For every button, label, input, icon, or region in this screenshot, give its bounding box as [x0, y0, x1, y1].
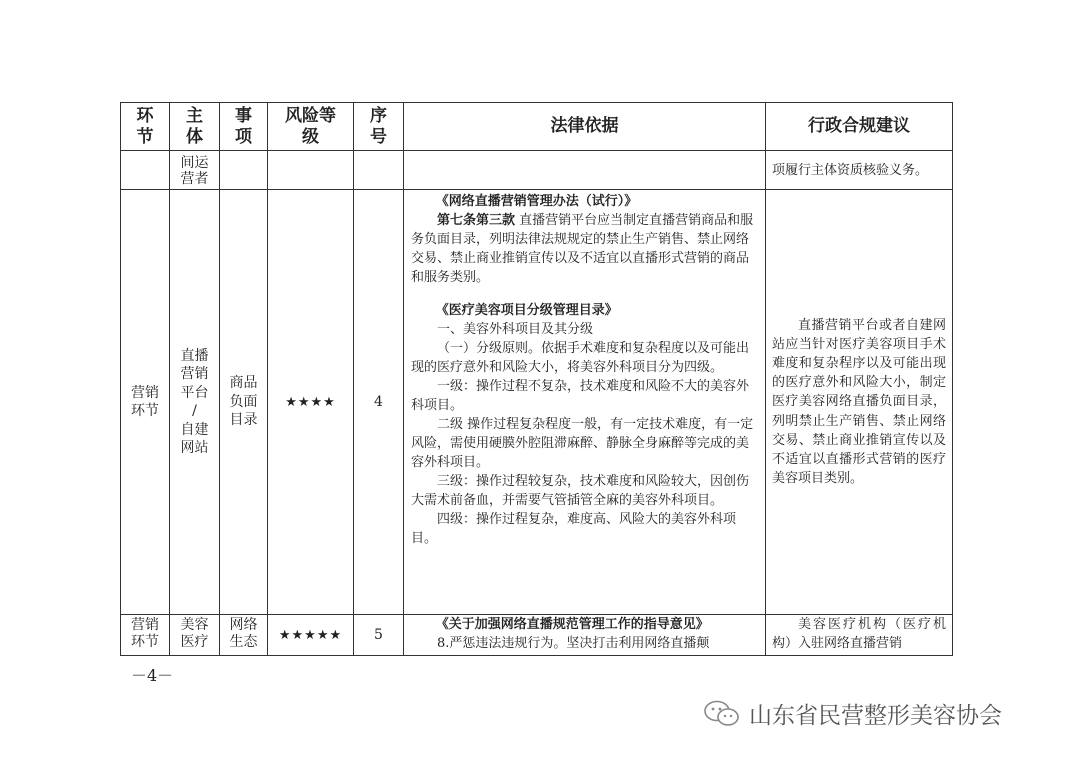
seq-number: 5 — [354, 615, 404, 656]
seq-number: 4 — [354, 190, 404, 615]
table-row — [121, 151, 953, 190]
header-subject: 主 体 — [170, 103, 220, 151]
seq-cell — [354, 151, 404, 190]
advice-cell: 美容医疗机构（医疗机构）入驻网络直播营销 — [766, 615, 953, 656]
header-risk-level: 风险等 级 — [268, 103, 354, 151]
law-title: 《网络直播营销管理办法（试行）》 — [435, 194, 638, 209]
stage-cell — [121, 151, 170, 190]
table-row — [121, 190, 953, 615]
watermark-text: 山东省民营整形美容协会 — [749, 703, 1002, 729]
advice-cell: 项履行主体资质核验义务。 — [766, 151, 953, 190]
risk-cell — [268, 151, 354, 190]
risk-stars: ★★★★★ — [268, 615, 354, 656]
watermark — [703, 697, 1002, 730]
law-paragraph: 三级：操作过程较复杂，技术难度和风险较大，因创伤大需术前备血，并需要气管插管全麻的美容外科项目。 — [411, 474, 750, 508]
page-number: －4－ — [131, 666, 174, 685]
law-paragraph: （一）分级原则。依据手术难度和复杂程度以及可能出现的医疗意外和风险大小，将美容外科项目分为四级。 — [411, 341, 750, 375]
law-clause: 第七条第三款 直播营销平台应当制定直播营销商品和服务负面目录，列明法律法规规定的禁止生产销售、禁止网络交易、禁止商业推销宣传以及不适宜以直播形式营销的商品和服务类别。 — [411, 213, 754, 285]
subject-cell: 直播 营销 平台 / 自建 网站 — [170, 190, 220, 615]
regulation-table — [120, 102, 953, 656]
subject-cell: 美容 医疗 — [170, 615, 220, 656]
law-paragraph: 8.严惩违法违规行为。坚决打击利用网络直播颠 — [437, 636, 710, 651]
header-compliance-advice: 行政合规建议 — [766, 103, 953, 151]
chat-bubbles-icon — [703, 699, 741, 729]
risk-stars: ★★★★ — [268, 190, 354, 615]
item-cell — [220, 151, 268, 190]
law-cell — [404, 190, 766, 615]
header-legal-basis: 法律依据 — [404, 103, 766, 151]
law-paragraph: 二级 操作过程复杂程度一般，有一定技术难度，有一定风险，需使用硬膜外腔阻滞麻醉、静脉全身麻醉等完成的美容外科项目。 — [411, 417, 754, 470]
table-row — [121, 615, 953, 656]
subject-cell: 间运 营者 — [170, 151, 220, 190]
law-paragraph: 一级：操作过程不复杂，技术难度和风险不大的美容外科项目。 — [411, 379, 750, 413]
advice-cell: 直播营销平台或者自建网站应当针对医疗美容项目手术难度和复杂程序以及可能出现的医疗意外和风险大小，制定医疗美容网络直播负面目录，列明禁止生产销售、禁止网络交易、禁止商业推销宣传以及不适宜以直播形式营销的医疗美容项目类别。 — [766, 190, 953, 615]
item-cell: 商品 负面 目录 — [220, 190, 268, 615]
stage-cell: 营销 环节 — [121, 190, 170, 615]
law-title: 《关于加强网络直播规范管理工作的指导意见》 — [435, 617, 709, 632]
item-cell: 网络 生态 — [220, 615, 268, 656]
law-cell — [404, 151, 766, 190]
table-header-row — [121, 103, 953, 151]
header-item: 事 项 — [220, 103, 268, 151]
law-title: 《医疗美容项目分级管理目录》 — [435, 303, 618, 318]
law-cell — [404, 615, 766, 656]
law-paragraph: 四级：操作过程复杂，难度高、风险大的美容外科项目。 — [411, 512, 737, 546]
header-stage: 环 节 — [121, 103, 170, 151]
law-paragraph: 一、美容外科项目及其分级 — [437, 322, 594, 337]
header-seq: 序 号 — [354, 103, 404, 151]
stage-cell: 营销 环节 — [121, 615, 170, 656]
